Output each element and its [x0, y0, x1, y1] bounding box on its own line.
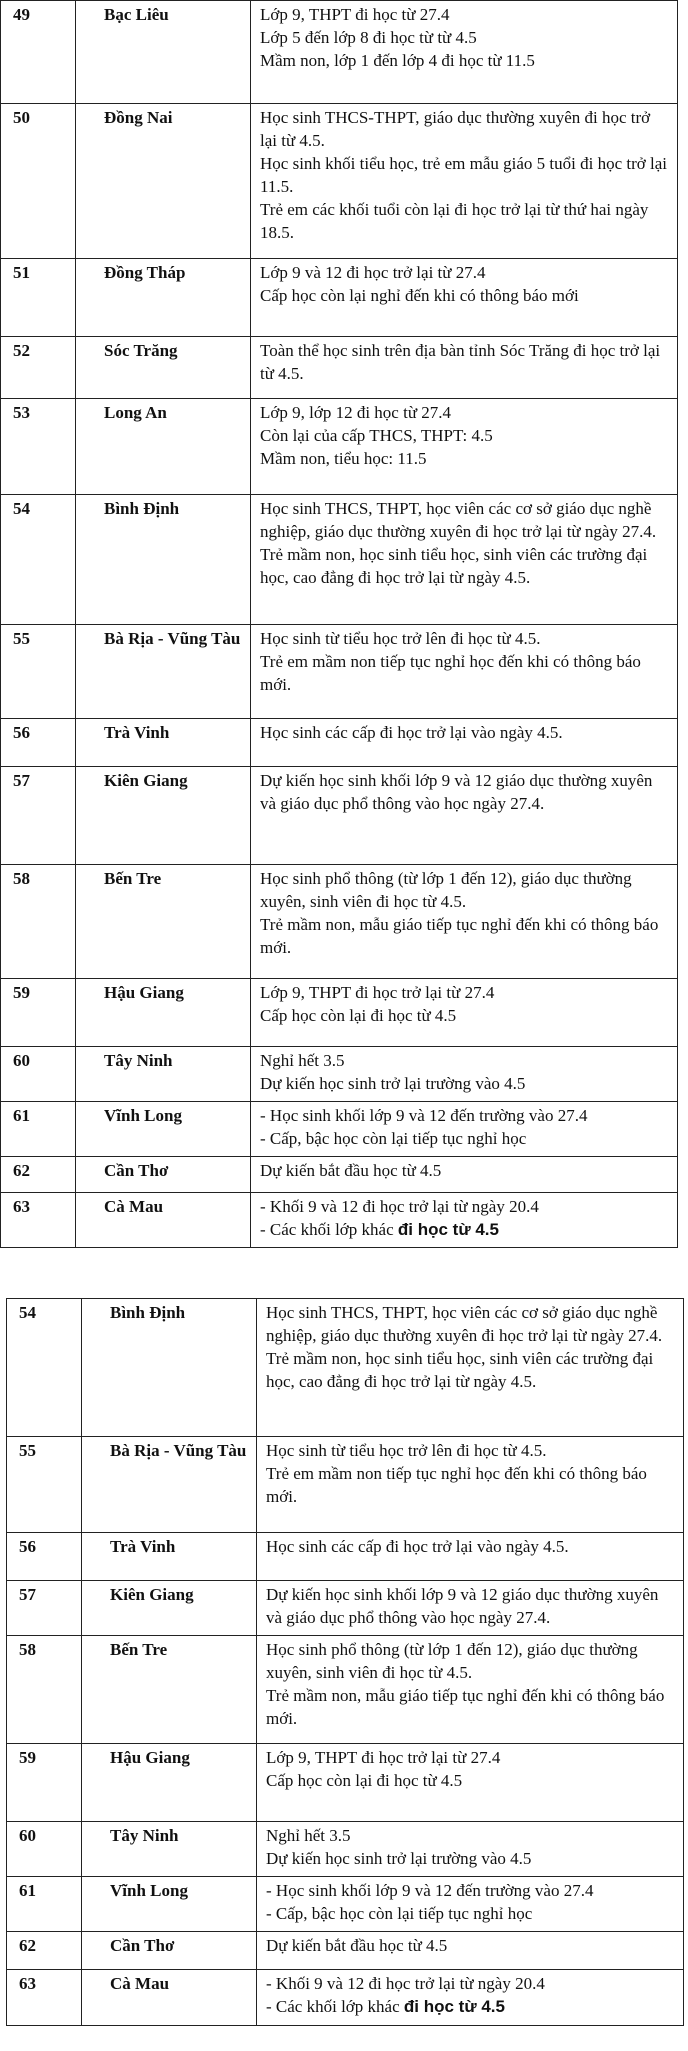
row-number: 54 [7, 1299, 82, 1437]
table-row [1, 337, 678, 399]
schedule-line-text: Trẻ mầm non, học sinh tiểu học, sinh viên các trường đại học, cao đẳng đi học trở lại từ ngày 4.5. [266, 1349, 654, 1391]
schedule-line-text: - Học sinh khối lớp 9 và 12 đến trường vào 27.4 [266, 1881, 594, 1900]
province-name: Bạc Liêu [76, 1, 251, 104]
province-name: Bà Rịa - Vũng Tàu [76, 625, 251, 719]
table-row [7, 1932, 684, 1970]
schedule-line [266, 1769, 677, 1792]
table-row [7, 1299, 684, 1437]
schedule-line [266, 1301, 677, 1347]
row-number: 59 [1, 979, 76, 1047]
row-number: 63 [7, 1970, 82, 2026]
schedule-line-text: Trẻ mầm non, mẫu giáo tiếp tục nghỉ đến khi có thông báo mới. [260, 915, 659, 957]
schedule-line-text: Toàn thể học sinh trên địa bàn tỉnh Sóc Trăng đi học trở lại từ 4.5. [260, 341, 661, 383]
schedule-line-text: Dự kiến bắt đầu học từ 4.5 [260, 1161, 442, 1180]
schedule-line-text: Cấp học còn lại đi học từ 4.5 [266, 1771, 463, 1790]
row-number: 59 [7, 1744, 82, 1822]
schedule-details [251, 1047, 678, 1102]
table-row [1, 495, 678, 625]
table-row [1, 1157, 678, 1193]
province-name: Đồng Tháp [76, 259, 251, 337]
schedule-details [251, 719, 678, 767]
schedule-line-text: Học sinh từ tiểu học trở lên đi học từ 4.5. [260, 629, 541, 648]
schedule-line [260, 261, 671, 284]
table-row [7, 1533, 684, 1581]
row-number: 58 [7, 1636, 82, 1744]
schedule-line [260, 627, 671, 650]
row-number: 50 [1, 104, 76, 259]
schedule-line-text: - Cấp, bậc học còn lại tiếp tục nghỉ học [266, 1904, 533, 1923]
table-row [1, 625, 678, 719]
schedule-details [257, 1822, 684, 1877]
province-name: Long An [76, 399, 251, 495]
province-name: Cà Mau [76, 1193, 251, 1248]
schedule-details [251, 337, 678, 399]
schedule-line-text: Cấp học còn lại nghỉ đến khi có thông báo mới [260, 286, 579, 305]
schedule-line-text: - Khối 9 và 12 đi học trở lại từ ngày 20.4 [266, 1974, 545, 1993]
schedule-details [251, 495, 678, 625]
schedule-line-text: Lớp 9 và 12 đi học trở lại từ 27.4 [260, 263, 486, 282]
schedule-line [260, 1127, 671, 1150]
schedule-details [251, 979, 678, 1047]
schedule-line-text: Dự kiến học sinh khối lớp 9 và 12 giáo dục thường xuyên và giáo dục phổ thông vào học ngày 27.4. [266, 1585, 659, 1627]
province-name: Bến Tre [76, 865, 251, 979]
schedule-line-text: Nghỉ hết 3.5 [266, 1826, 351, 1845]
schedule-line-text: - Học sinh khối lớp 9 và 12 đến trường vào 27.4 [260, 1106, 588, 1125]
schedule-details [251, 259, 678, 337]
province-name: Tây Ninh [82, 1822, 257, 1877]
schedule-line-text: Còn lại của cấp THCS, THPT: 4.5 [260, 426, 493, 445]
table-row [1, 719, 678, 767]
table-row [7, 1877, 684, 1932]
schedule-details [257, 1970, 684, 2026]
schedule-line [266, 1995, 677, 2018]
province-name: Cần Thơ [76, 1157, 251, 1193]
schedule-details [251, 104, 678, 259]
schedule-line [260, 913, 671, 959]
emphasized-date: đi học từ 4.5 [403, 1997, 505, 2016]
schedule-details [257, 1636, 684, 1744]
row-number: 62 [7, 1932, 82, 1970]
schedule-line [266, 1684, 677, 1730]
schedule-line-text: - Các khối lớp khác [260, 1220, 398, 1239]
schedule-line-text: Học sinh phổ thông (từ lớp 1 đến 12), giáo dục thường xuyên, sinh viên đi học từ 4.5. [266, 1640, 638, 1682]
emphasized-date: đi học từ 4.5 [397, 1220, 499, 1239]
schedule-line-text: Học sinh các cấp đi học trở lại vào ngày 4.5. [260, 723, 563, 742]
province-name: Tây Ninh [76, 1047, 251, 1102]
schedule-line [260, 1159, 671, 1182]
table-row [7, 1970, 684, 2026]
schedule-line [260, 284, 671, 307]
row-number: 51 [1, 259, 76, 337]
schedule-details [257, 1299, 684, 1437]
row-number: 49 [1, 1, 76, 104]
schedule-line-text: Học sinh từ tiểu học trở lên đi học từ 4.5. [266, 1441, 547, 1460]
province-name: Trà Vinh [82, 1533, 257, 1581]
table-row [1, 979, 678, 1047]
row-number: 56 [1, 719, 76, 767]
schedule-line-text: Lớp 9, THPT đi học trở lại từ 27.4 [260, 983, 495, 1002]
schedule-line [260, 1218, 671, 1241]
province-name: Cần Thơ [82, 1932, 257, 1970]
schedule-details [251, 399, 678, 495]
school-reopening-table-bottom [6, 1298, 684, 2026]
province-name: Bến Tre [82, 1636, 257, 1744]
schedule-line [266, 1902, 677, 1925]
province-name: Trà Vinh [76, 719, 251, 767]
schedule-line-text: - Khối 9 và 12 đi học trở lại từ ngày 20.4 [260, 1197, 539, 1216]
schedule-line-text: Học sinh THCS, THPT, học viên các cơ sở giáo dục nghề nghiệp, giáo dục thường xuyên đi học trở lại từ ngày 27.4. [260, 499, 657, 541]
schedule-line [260, 981, 671, 1004]
province-name: Kiên Giang [82, 1581, 257, 1636]
table-row [7, 1437, 684, 1533]
province-name: Đồng Nai [76, 104, 251, 259]
table-row [7, 1636, 684, 1744]
province-name: Bình Định [76, 495, 251, 625]
schedule-line [260, 1004, 671, 1027]
schedule-details [251, 1, 678, 104]
row-number: 60 [7, 1822, 82, 1877]
province-name: Kiên Giang [76, 767, 251, 865]
schedule-line [260, 1049, 671, 1072]
schedule-details [251, 1193, 678, 1248]
schedule-line [260, 49, 671, 72]
table-row [1, 259, 678, 337]
row-number: 55 [7, 1437, 82, 1533]
schedule-line [266, 1462, 677, 1508]
schedule-line [266, 1879, 677, 1902]
schedule-line-text: Trẻ mầm non, mẫu giáo tiếp tục nghỉ đến khi có thông báo mới. [266, 1686, 665, 1728]
schedule-line-text: - Các khối lớp khác [266, 1997, 404, 2016]
schedule-line [260, 497, 671, 543]
row-number: 58 [1, 865, 76, 979]
schedule-line-text: Trẻ em các khối tuổi còn lại đi học trở lại từ thứ hai ngày 18.5. [260, 200, 649, 242]
table-row [7, 1581, 684, 1636]
schedule-line-text: Học sinh THCS-THPT, giáo dục thường xuyên đi học trở lại từ 4.5. [260, 108, 651, 150]
schedule-line [260, 26, 671, 49]
schedule-line [266, 1583, 677, 1629]
schedule-details [251, 865, 678, 979]
schedule-line [260, 543, 671, 589]
table-row [1, 865, 678, 979]
row-number: 61 [7, 1877, 82, 1932]
schedule-line-text: Học sinh phổ thông (từ lớp 1 đến 12), giáo dục thường xuyên, sinh viên đi học từ 4.5. [260, 869, 632, 911]
schedule-details [251, 1102, 678, 1157]
table-row [1, 399, 678, 495]
schedule-details [257, 1744, 684, 1822]
row-number: 55 [1, 625, 76, 719]
schedule-line [266, 1746, 677, 1769]
province-name: Vĩnh Long [82, 1877, 257, 1932]
row-number: 56 [7, 1533, 82, 1581]
table-row [1, 104, 678, 259]
schedule-details [251, 767, 678, 865]
schedule-line-text: Cấp học còn lại đi học từ 4.5 [260, 1006, 457, 1025]
schedule-line [260, 339, 671, 385]
table-row [1, 1047, 678, 1102]
schedule-line-text: Học sinh các cấp đi học trở lại vào ngày 4.5. [266, 1537, 569, 1556]
schedule-line-text: Lớp 9, THPT đi học từ 27.4 [260, 5, 450, 24]
schedule-line-text: Học sinh khối tiểu học, trẻ em mẫu giáo 5 tuổi đi học trở lại 11.5. [260, 154, 667, 196]
schedule-line [260, 3, 671, 26]
province-name: Cà Mau [82, 1970, 257, 2026]
schedule-line-text: Trẻ em mầm non tiếp tục nghỉ học đến khi có thông báo mới. [266, 1464, 647, 1506]
province-name: Sóc Trăng [76, 337, 251, 399]
schedule-line [260, 721, 671, 744]
schedule-line-text: Trẻ em mầm non tiếp tục nghỉ học đến khi có thông báo mới. [260, 652, 641, 694]
schedule-line [266, 1824, 677, 1847]
row-number: 57 [7, 1581, 82, 1636]
schedule-line [266, 1972, 677, 1995]
schedule-line [260, 1195, 671, 1218]
schedule-line-text: Dự kiến học sinh trở lại trường vào 4.5 [260, 1074, 526, 1093]
schedule-line-text: - Cấp, bậc học còn lại tiếp tục nghỉ học [260, 1129, 527, 1148]
row-number: 54 [1, 495, 76, 625]
table-row [1, 1, 678, 104]
schedule-details [257, 1533, 684, 1581]
province-name: Bà Rịa - Vũng Tàu [82, 1437, 257, 1533]
province-name: Vĩnh Long [76, 1102, 251, 1157]
schedule-line-text: Dự kiến học sinh trở lại trường vào 4.5 [266, 1849, 532, 1868]
schedule-line [266, 1934, 677, 1957]
schedule-line-text: Dự kiến bắt đầu học từ 4.5 [266, 1936, 448, 1955]
schedule-details [257, 1932, 684, 1970]
schedule-line [266, 1847, 677, 1870]
schedule-line [260, 424, 671, 447]
schedule-line [260, 769, 671, 815]
schedule-line [266, 1535, 677, 1558]
schedule-line [260, 867, 671, 913]
province-name: Bình Định [82, 1299, 257, 1437]
schedule-details [257, 1877, 684, 1932]
schedule-line-text: Nghỉ hết 3.5 [260, 1051, 345, 1070]
schedule-line [260, 152, 671, 198]
schedule-line [260, 447, 671, 470]
schedule-line [266, 1347, 677, 1393]
schedule-line-text: Lớp 9, lớp 12 đi học từ 27.4 [260, 403, 452, 422]
schedule-line [266, 1638, 677, 1684]
schedule-line [260, 1072, 671, 1095]
row-number: 53 [1, 399, 76, 495]
row-number: 62 [1, 1157, 76, 1193]
schedule-line [260, 650, 671, 696]
table-row [7, 1822, 684, 1877]
row-number: 61 [1, 1102, 76, 1157]
schedule-line [260, 106, 671, 152]
row-number: 60 [1, 1047, 76, 1102]
schedule-line-text: Lớp 5 đến lớp 8 đi học từ từ 4.5 [260, 28, 477, 47]
schedule-details [251, 1157, 678, 1193]
table-row [1, 1102, 678, 1157]
schedule-line-text: Mầm non, lớp 1 đến lớp 4 đi học từ 11.5 [260, 51, 535, 70]
table-row [1, 767, 678, 865]
schedule-line-text: Mầm non, tiểu học: 11.5 [260, 449, 427, 468]
schedule-details [257, 1437, 684, 1533]
schedule-line [260, 1104, 671, 1127]
province-name: Hậu Giang [82, 1744, 257, 1822]
schedule-line-text: Trẻ mầm non, học sinh tiểu học, sinh viên các trường đại học, cao đẳng đi học trở lại từ ngày 4.5. [260, 545, 648, 587]
province-name: Hậu Giang [76, 979, 251, 1047]
table-row [1, 1193, 678, 1248]
schedule-line-text: Dự kiến học sinh khối lớp 9 và 12 giáo dục thường xuyên và giáo dục phổ thông vào học ngày 27.4. [260, 771, 653, 813]
schedule-details [251, 625, 678, 719]
table-row [7, 1744, 684, 1822]
row-number: 52 [1, 337, 76, 399]
row-number: 63 [1, 1193, 76, 1248]
schedule-line [260, 401, 671, 424]
schedule-line [260, 198, 671, 244]
row-number: 57 [1, 767, 76, 865]
schedule-line [266, 1439, 677, 1462]
schedule-details [257, 1581, 684, 1636]
schedule-line-text: Học sinh THCS, THPT, học viên các cơ sở giáo dục nghề nghiệp, giáo dục thường xuyên đi học trở lại từ ngày 27.4. [266, 1303, 663, 1345]
schedule-line-text: Lớp 9, THPT đi học trở lại từ 27.4 [266, 1748, 501, 1767]
